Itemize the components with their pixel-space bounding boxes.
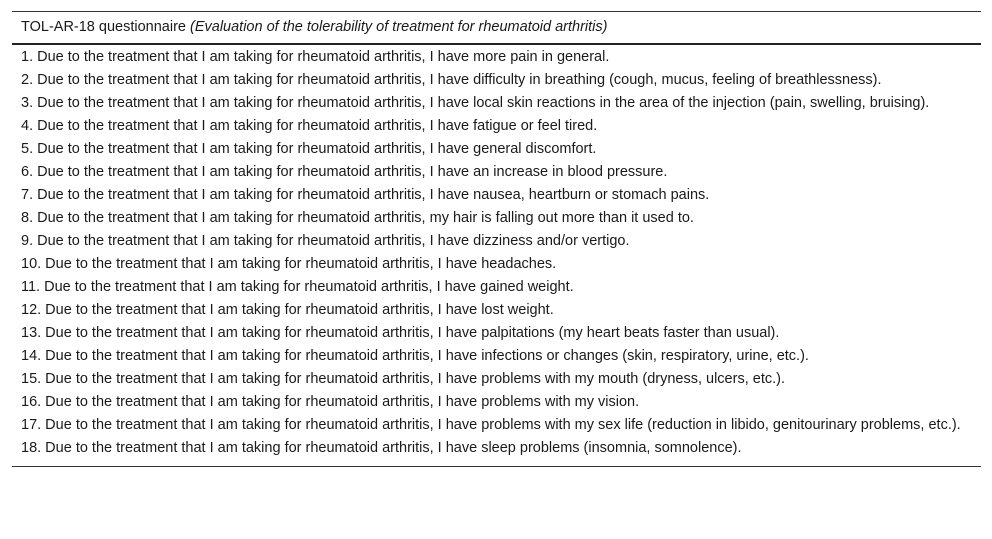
questionnaire-item: 18. Due to the treatment that I am taking for rheumatoid arthritis, I have sleep problems (insomnia, somnolence).	[21, 440, 742, 456]
questionnaire-item: 8. Due to the treatment that I am taking for rheumatoid arthritis, my hair is falling out more than it used to.	[21, 210, 694, 226]
table-header	[12, 12, 981, 43]
questionnaire-item: 7. Due to the treatment that I am taking for rheumatoid arthritis, I have nausea, heartburn or stomach pains.	[21, 187, 710, 203]
questionnaire-item: 4. Due to the treatment that I am taking for rheumatoid arthritis, I have fatigue or feel tired.	[21, 118, 598, 134]
questionnaire-table	[12, 11, 981, 467]
questionnaire-item: 1. Due to the treatment that I am taking for rheumatoid arthritis, I have more pain in general.	[21, 49, 610, 65]
table-title: TOL-AR-18 questionnaire	[21, 19, 186, 35]
questionnaire-item: 16. Due to the treatment that I am taking for rheumatoid arthritis, I have problems with my vision.	[21, 394, 640, 410]
questionnaire-item: 12. Due to the treatment that I am taking for rheumatoid arthritis, I have lost weight.	[21, 302, 554, 318]
questionnaire-item: 10. Due to the treatment that I am taking for rheumatoid arthritis, I have headaches.	[21, 256, 557, 272]
questionnaire-item: 15. Due to the treatment that I am taking for rheumatoid arthritis, I have problems with my mouth (dryness, ulcers, etc.).	[21, 371, 785, 387]
questionnaire-item: 3. Due to the treatment that I am taking for rheumatoid arthritis, I have local skin reactions in the area of the injection (pain, swelling, bruising).	[21, 95, 930, 111]
questionnaire-item: 11. Due to the treatment that I am taking for rheumatoid arthritis, I have gained weight.	[21, 279, 574, 295]
table-subtitle: (Evaluation of the tolerability of treatment for rheumatoid arthritis)	[190, 19, 608, 35]
questionnaire-item: 13. Due to the treatment that I am taking for rheumatoid arthritis, I have palpitations (my heart beats faster than usual).	[21, 325, 780, 341]
questionnaire-item: 2. Due to the treatment that I am taking for rheumatoid arthritis, I have difficulty in breathing (cough, mucus, feeling of breathlessness).	[21, 72, 882, 88]
questionnaire-item: 6. Due to the treatment that I am taking for rheumatoid arthritis, I have an increase in blood pressure.	[21, 164, 668, 180]
table-bottom-rule	[12, 466, 981, 467]
questionnaire-item: 17. Due to the treatment that I am taking for rheumatoid arthritis, I have problems with my sex life (reduction in libido, genitourinary problems, etc.).	[21, 417, 961, 433]
questionnaire-item: 5. Due to the treatment that I am taking for rheumatoid arthritis, I have general discomfort.	[21, 141, 597, 157]
questionnaire-item: 9. Due to the treatment that I am taking for rheumatoid arthritis, I have dizziness and/or vertigo.	[21, 233, 630, 249]
questionnaire-item: 14. Due to the treatment that I am taking for rheumatoid arthritis, I have infections or changes (skin, respiratory, urine, etc.).	[21, 348, 809, 364]
questionnaire-items	[12, 45, 981, 466]
